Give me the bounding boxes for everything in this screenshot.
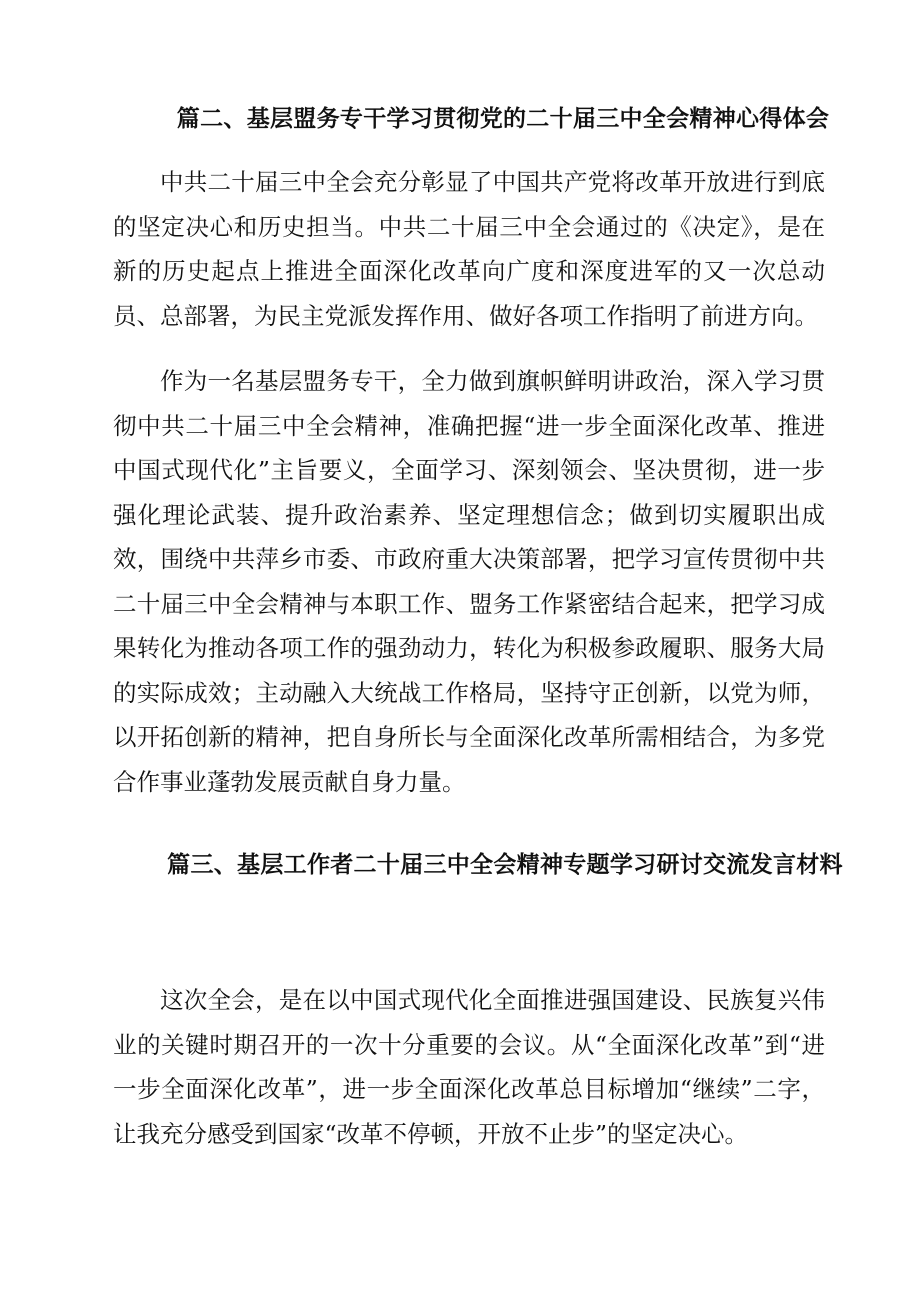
section-two-paragraph-2: 作为一名基层盟务专干，全力做到旗帜鲜明讲政治，深入学习贯彻中共二十届三中全会精神，准确把握“进一步全面深化改革、推进中国式现代化”主旨要义，全面学习、深刻领会、坚决贯彻，进一步强化理论武装、提升政治素养、坚定理想信念；做到切实履职出成效，围绕中共萍乡市委、市政府重大决策部署，把学习宣传贯彻中共二十届三中全会精神与本职工作、盟务工作紧密结合起来，把学习成果转化为推动各项工作的强劲动力，转化为积极参政履职、服务大局的实际成效；主动融入大统战工作格局，坚持守正创新，以党为师，以开拓创新的精神，把自身所长与全面深化改革所需相结合，为多党合作事业蓬勃发展贡献自身力量。 — [113, 367, 825, 796]
section-two-paragraph-1: 中共二十届三中全会充分彰显了中国共产党将改革开放进行到底的坚定决心和历史担当。中共二十届三中全会通过的《决定》，是在新的历史起点上推进全面深化改革向广度和深度进军的又一次总动员、总部署，为民主党派发挥作用、做好各项工作指明了前进方向。 — [113, 168, 825, 330]
section-three-paragraph-1: 这次全会，是在以中国式现代化全面推进强国建设、民族复兴伟业的关键时期召开的一次十分重要的会议。从“全面深化改革”到“进一步全面深化改革”，进一步全面深化改革总目标增加“继续”二字，让我充分感受到国家“改革不停顿，开放不止步”的坚定决心。 — [113, 986, 825, 1148]
section-two-title: 篇二、基层盟务专干学习贯彻党的二十届三中全会精神心得体会 — [176, 106, 830, 132]
section-three-title: 篇三、基层工作者二十届三中全会精神专题学习研讨交流发言材料 — [167, 852, 843, 878]
